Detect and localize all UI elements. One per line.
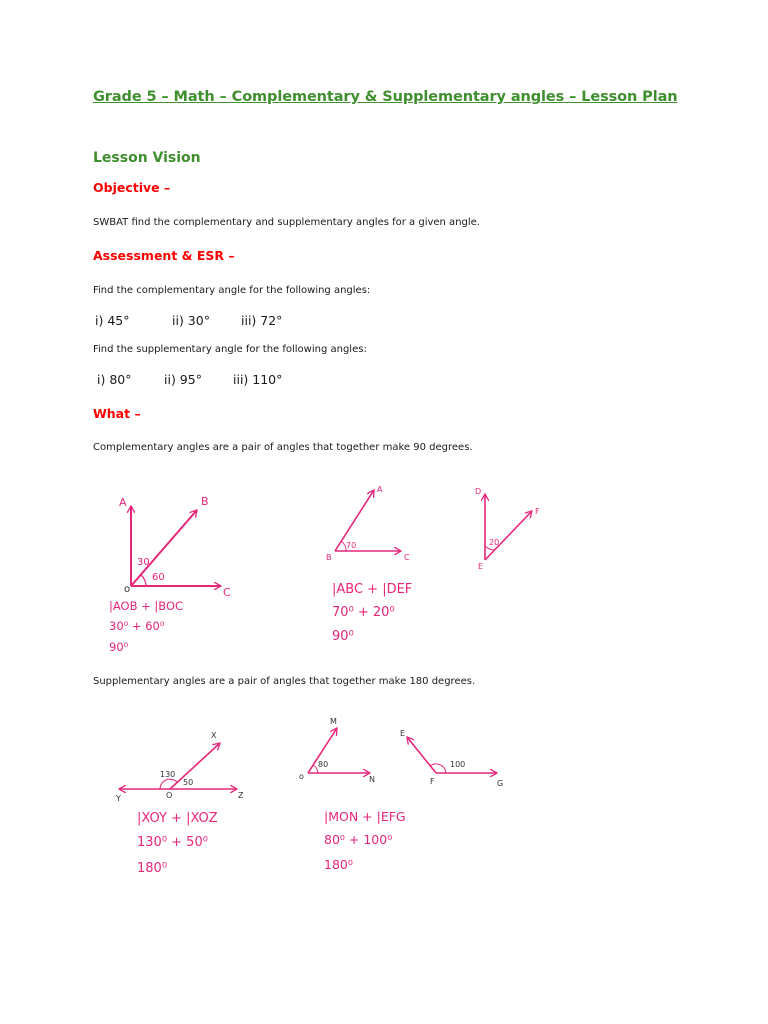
- fig3-line-2: 130⁰ + 50⁰: [137, 835, 208, 850]
- fig1-line-1: |AOB + |BOC: [109, 599, 184, 613]
- supplementary-item-2: ii) 95°: [164, 372, 202, 387]
- fig3-label-z: Z: [238, 791, 244, 800]
- fig1-angle-30: 30: [137, 557, 150, 568]
- lesson-vision-heading: Lesson Vision: [93, 150, 201, 166]
- fig4-line-3: 180⁰: [324, 857, 353, 872]
- fig3-label-y: Y: [116, 794, 121, 803]
- fig1-line-2: 30⁰ + 60⁰: [109, 619, 165, 633]
- fig2-label-b: B: [326, 553, 332, 562]
- fig1-label-c: C: [223, 586, 231, 599]
- fig2-label-d: D: [475, 487, 482, 496]
- fig1-label-b: B: [201, 495, 209, 508]
- fig4-label-e: E: [400, 729, 406, 738]
- fig3-angle-50: 50: [183, 778, 194, 787]
- fig4-angle-80: 80: [318, 760, 329, 769]
- supplementary-item-1: i) 80°: [97, 372, 132, 387]
- figure-aob-boc: [131, 506, 221, 586]
- fig2-line-3: 90⁰: [332, 629, 354, 644]
- fig2-line-1: |ABC + |DEF: [332, 582, 413, 597]
- supplementary-prompt: Find the supplementary angle for the following angles:: [93, 344, 367, 355]
- fig4-label-o: o: [299, 772, 304, 781]
- fig3-line-1: |XOY + |XOZ: [137, 811, 218, 826]
- complementary-item-1: i) 45°: [95, 313, 130, 328]
- supplementary-item-3: iii) 110°: [233, 372, 283, 387]
- supplementary-definition: Supplementary angles are a pair of angles that together make 180 degrees.: [93, 676, 476, 687]
- page-title: Grade 5 – Math – Complementary & Supplementary angles – Lesson Plan: [93, 89, 678, 105]
- complementary-item-2: ii) 30°: [172, 313, 210, 328]
- figure-abc-def: [335, 490, 532, 560]
- assessment-heading: Assessment & ESR –: [93, 248, 235, 263]
- complementary-prompt: Find the complementary angle for the following angles:: [93, 285, 371, 296]
- fig3-label-o: O: [166, 791, 173, 800]
- fig2-label-a: A: [377, 485, 383, 494]
- fig4-line-1: |MON + |EFG: [324, 809, 406, 824]
- figure-xoy-xoz: [119, 743, 237, 789]
- what-heading: What –: [93, 406, 141, 421]
- fig2-angle-70: 70: [346, 541, 357, 550]
- fig3-line-3: 180⁰: [137, 861, 168, 876]
- fig2-line-2: 70⁰ + 20⁰: [332, 605, 395, 620]
- complementary-definition: Complementary angles are a pair of angles that together make 90 degrees.: [93, 442, 473, 453]
- fig3-label-x: X: [211, 731, 217, 740]
- fig4-angle-100: 100: [450, 760, 466, 769]
- fig2-label-e: E: [478, 562, 484, 571]
- fig2-angle-20: 20: [489, 538, 500, 547]
- complementary-item-3: iii) 72°: [241, 313, 283, 328]
- objective-text: SWBAT find the complementary and supplementary angles for a given angle.: [93, 217, 480, 228]
- fig4-label-g: G: [497, 779, 504, 788]
- fig1-line-3: 90⁰: [109, 640, 129, 654]
- fig4-label-f: F: [430, 777, 435, 786]
- fig4-label-m: M: [330, 717, 337, 726]
- fig3-angle-130: 130: [160, 770, 176, 779]
- fig2-label-c: C: [404, 553, 410, 562]
- fig4-label-n: N: [369, 775, 375, 784]
- objective-heading: Objective –: [93, 180, 171, 195]
- fig4-line-2: 80⁰ + 100⁰: [324, 832, 393, 847]
- fig2-label-f: F: [535, 507, 540, 516]
- fig1-label-o: o: [124, 584, 131, 595]
- fig1-label-a: A: [119, 496, 127, 509]
- fig1-angle-60: 60: [152, 572, 165, 583]
